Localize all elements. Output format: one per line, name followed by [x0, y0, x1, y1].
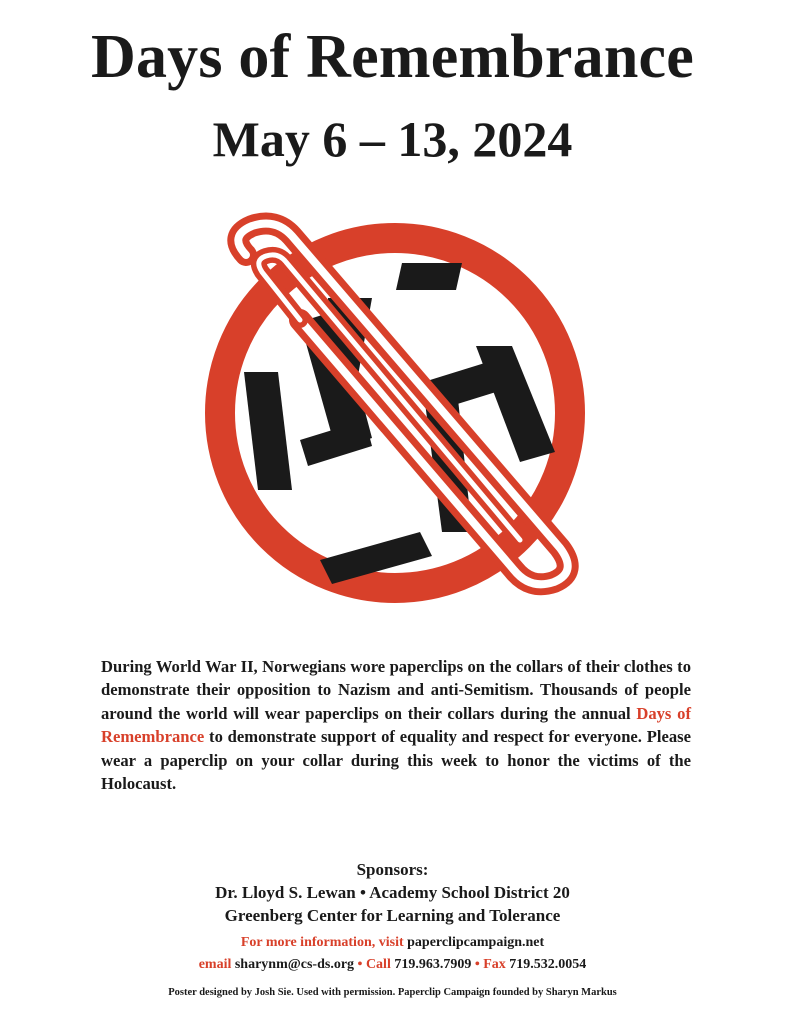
paperclip-emblem-icon [175, 212, 615, 612]
fax-number: 719.532.0054 [509, 957, 587, 972]
phone-number[interactable]: 719.963.7909 [394, 957, 472, 972]
event-dates: May 6 – 13, 2024 [212, 111, 573, 167]
call-label: • Call [354, 957, 395, 972]
poster-credits: Poster designed by Josh Sie. Used with permission. Paperclip Campaign founded by Sharyn Markus [168, 987, 617, 998]
more-info-line [0, 932, 785, 954]
fax-label: • Fax [471, 957, 510, 972]
sponsors-line-2: Greenberg Center for Learning and Tolerance [224, 906, 561, 925]
poster-title: Days of Remembrance [91, 23, 694, 91]
website-link[interactable]: paperclipcampaign.net [407, 935, 545, 950]
contact-line [0, 954, 785, 976]
email-label: email [198, 957, 235, 972]
explanation-paragraph [101, 655, 691, 795]
sponsors-heading: Sponsors: [356, 860, 429, 879]
email-link[interactable]: sharynm@cs-ds.org [234, 957, 355, 972]
more-info-label: For more information, visit [240, 935, 408, 950]
sponsors-line-1: Dr. Lloyd S. Lewan • Academy School District 20 [215, 883, 570, 902]
paragraph-text-end: to demonstrate support of equality and respect for everyone. Please wear a paperclip on your collar during this week to honor the victims of the Holocaust. [101, 727, 691, 794]
paragraph-text-start: During World War II, Norwegians wore paperclips on the collars of their clothes to demonstrate their opposition to Nazism and anti-Semitism. Thousands of people around the world will wear paperclips on their collars during the annual [101, 657, 691, 723]
sponsors-block [0, 858, 785, 927]
contact-info [0, 932, 785, 976]
days-of-remembrance-highlight: Days of Remembrance [101, 703, 691, 747]
